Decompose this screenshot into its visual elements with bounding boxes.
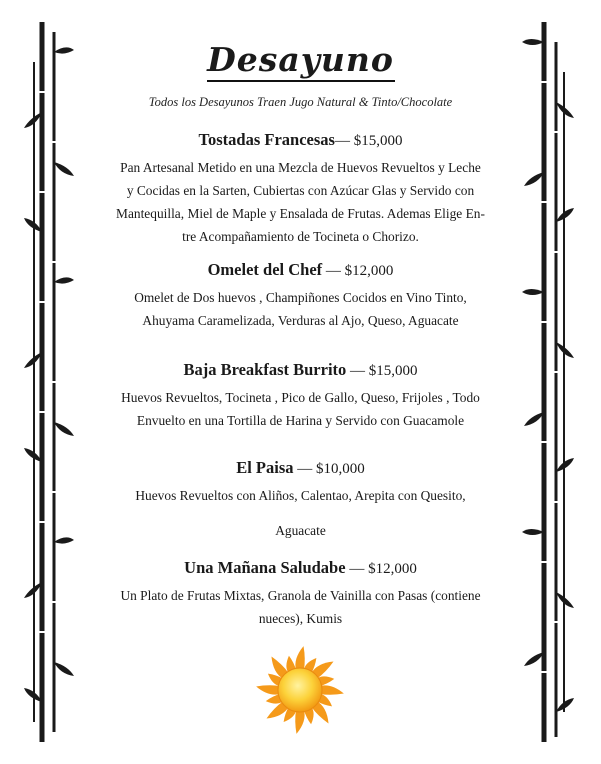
- menu-item: [88, 458, 513, 542]
- bamboo-left-icon: [24, 22, 76, 742]
- menu-item-name: El Paisa: [236, 458, 294, 477]
- sun-icon: [254, 644, 346, 736]
- menu-item-description: [88, 386, 513, 432]
- description-line: [88, 507, 513, 519]
- description-line: y Cocidas en la Sarten, Cubiertas con Azúcar Glas y Servido con: [126, 183, 475, 198]
- menu-item-price: $12,000: [368, 561, 417, 577]
- sun-ray: [256, 685, 280, 694]
- menu-item-header: [88, 458, 513, 479]
- description-line: nueces), Kumis: [258, 611, 343, 626]
- bamboo-right-icon: [522, 22, 574, 742]
- menu-item-header: [88, 360, 513, 381]
- menu-item-name: Tostadas Francesas: [198, 130, 335, 149]
- menu-item-header: [88, 558, 513, 579]
- menu-item-description: [88, 286, 513, 332]
- menu-item: [88, 260, 513, 332]
- breakfast-menu: [88, 40, 513, 630]
- title-underline: [207, 80, 395, 82]
- menu-item-separator: —: [334, 133, 354, 149]
- menu-item-name: Baja Breakfast Burrito: [183, 360, 347, 379]
- menu-subtitle: Todos los Desayunos Traen Jugo Natural & Tinto/Chocolate: [148, 95, 453, 109]
- menu-item-name: Omelet del Chef: [207, 260, 323, 279]
- menu-item-separator: —: [322, 263, 345, 279]
- menu-item-description: [88, 156, 513, 248]
- menu-item-price: $10,000: [316, 461, 365, 477]
- menu-item-name: Una Mañana Saludabe: [184, 558, 346, 577]
- description-line: Huevos Revueltos con Aliños, Calentao, Arepita con Quesito,: [135, 488, 466, 503]
- description-line: Omelet de Dos huevos , Champiñones Cocidos en Vino Tinto,: [134, 290, 467, 305]
- description-line: Aguacate: [275, 523, 326, 538]
- menu-item: [88, 558, 513, 630]
- menu-title: Desayuno: [207, 40, 394, 79]
- description-line: Envuelto en una Tortilla de Harina y Servido con Guacamole: [136, 413, 465, 428]
- description-line: tre Acompañamiento de Tocineta o Chorizo.: [182, 229, 419, 244]
- menu-item-separator: —: [346, 363, 369, 379]
- menu-item-separator: —: [345, 561, 369, 577]
- menu-item: [88, 360, 513, 432]
- description-line: Pan Artesanal Metido en una Mezcla de Huevos Revueltos y Leche: [120, 160, 481, 175]
- menu-item-price: $15,000: [368, 363, 418, 379]
- menu-item-separator: —: [293, 461, 317, 477]
- sun-ray: [295, 646, 304, 670]
- menu-item-description: [88, 584, 513, 630]
- menu-item-price: $12,000: [344, 263, 394, 279]
- sun-illustration: [254, 644, 346, 736]
- right-bamboo-border: [522, 22, 574, 742]
- description-line: Un Plato de Frutas Mixtas, Granola de Vainilla con Pasas (contiene: [120, 588, 481, 603]
- sun-ray: [295, 710, 304, 734]
- menu-item-header: [88, 130, 513, 151]
- description-line: Huevos Revueltos, Tocineta , Pico de Gallo, Queso, Frijoles , Todo: [121, 390, 480, 405]
- menu-item: [88, 130, 513, 248]
- left-bamboo-border: [24, 22, 76, 742]
- sun-ray: [320, 685, 344, 694]
- description-line: Mantequilla, Miel de Maple y Ensalada de Frutas. Ademas Elige En-: [116, 206, 485, 221]
- description-line: Ahuyama Caramelizada, Verduras al Ajo, Queso, Aguacate: [142, 313, 459, 328]
- menu-item-header: [88, 260, 513, 281]
- menu-item-price: $15,000: [353, 133, 403, 149]
- menu-item-description: [88, 484, 513, 542]
